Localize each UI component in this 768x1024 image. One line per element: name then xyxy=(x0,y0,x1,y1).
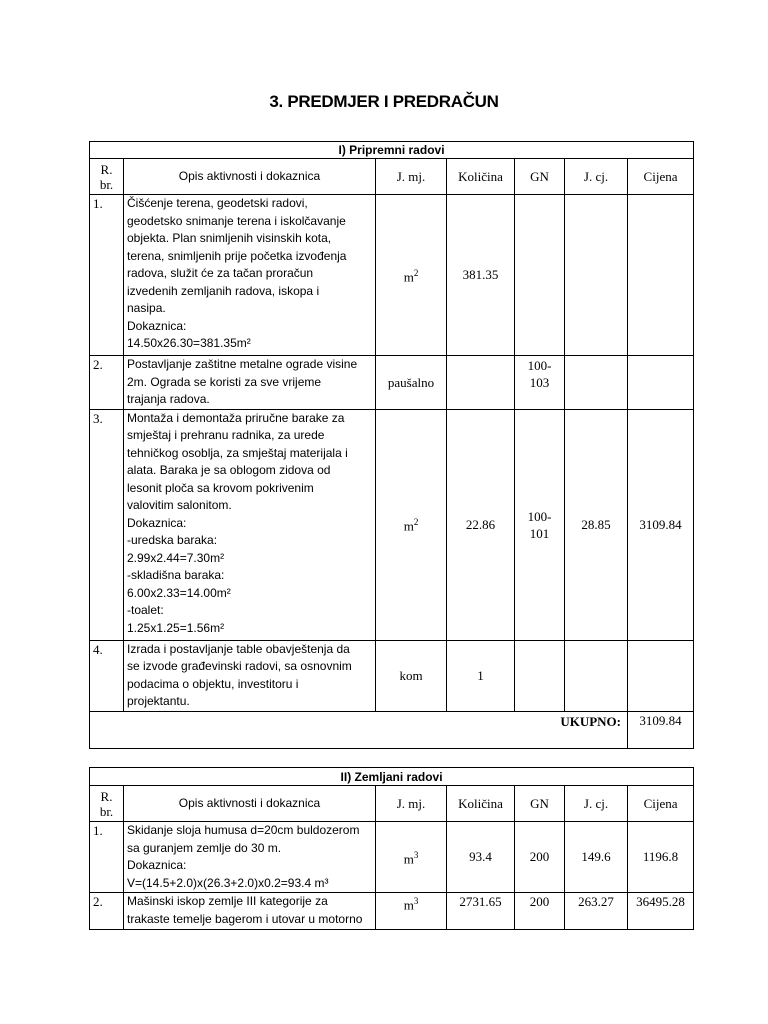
total-label: UKUPNO: xyxy=(90,711,628,748)
row-jcj: 263.27 xyxy=(565,893,628,930)
row-cijena xyxy=(628,195,694,356)
row-jcj: 149.6 xyxy=(565,822,628,893)
row-kolicina: 22.86 xyxy=(447,409,515,640)
row-number: 1. xyxy=(90,195,124,356)
total-value: 3109.84 xyxy=(628,711,694,748)
col-header-cijena: Cijena xyxy=(628,786,694,822)
col-header-opis: Opis aktivnosti i dokaznica xyxy=(124,159,376,195)
table-row xyxy=(90,195,694,356)
row-kolicina: 1 xyxy=(447,640,515,711)
col-header-kolicina: Količina xyxy=(447,159,515,195)
row-number: 1. xyxy=(90,822,124,893)
row-number: 2. xyxy=(90,893,124,930)
table-row xyxy=(90,356,694,410)
page-title: 3. PREDMJER I PREDRAČUN xyxy=(269,92,499,111)
row-jcj xyxy=(565,195,628,356)
row-gn xyxy=(515,195,565,356)
row-number: 3. xyxy=(90,409,124,640)
row-unit: $m^3$ xyxy=(376,822,447,893)
col-header-jmj: J. mj. xyxy=(376,159,447,195)
row-jcj xyxy=(565,356,628,410)
row-description: Skidanje sloja humusa d=20cm buldozerom sa guranjem zemlje do 30 m. Dokaznica: V=(14.5+2.0)x(26.3+2.0)x0.2=93.4 m³ xyxy=(124,822,376,893)
row-cijena: 3109.84 xyxy=(628,409,694,640)
row-description: Čišćenje terena, geodetski radovi, geodetsko snimanje terena i iskolčavanje objekta. Plan snimljenih visinskih kota, terena, snimljenih prije početka izvođenja radova, služit će za tačan proračun izvedenih zemljanih radova, iskopa i nasipa. Dokaznica: 14.50x26.30=381.35m² xyxy=(124,195,376,356)
row-description: Mašinski iskop zemlje III kategorije za trakaste temelje bagerom i utovar u motorno xyxy=(124,893,376,930)
section-title: I) Pripremni radovi xyxy=(90,142,694,159)
row-cijena xyxy=(628,640,694,711)
col-header-jmj: J. mj. xyxy=(376,786,447,822)
row-number: 4. xyxy=(90,640,124,711)
col-header-opis: Opis aktivnosti i dokaznica xyxy=(124,786,376,822)
row-unit: $m^2$ xyxy=(376,195,447,356)
row-unit: $m^3$ xyxy=(376,893,447,930)
row-cijena: 1196.8 xyxy=(628,822,694,893)
col-header-kolicina: Količina xyxy=(447,786,515,822)
row-unit: paušalno xyxy=(376,356,447,410)
row-unit: kom xyxy=(376,640,447,711)
col-header-rbr: R. br. xyxy=(90,786,124,822)
table-row xyxy=(90,640,694,711)
row-unit: $m^2$ xyxy=(376,409,447,640)
col-header-rbr: R. br. xyxy=(90,159,124,195)
row-gn xyxy=(515,640,565,711)
row-cijena xyxy=(628,356,694,410)
row-jcj xyxy=(565,640,628,711)
section-title: II) Zemljani radovi xyxy=(90,768,694,786)
table-zemljani-radovi xyxy=(89,767,694,930)
row-description: Izrada i postavljanje table obavještenja da se izvode građevinski radovi, sa osnovnim podacima o objektu, investitoru i projektantu. xyxy=(124,640,376,711)
row-gn: 100-103 xyxy=(515,356,565,410)
col-header-cijena: Cijena xyxy=(628,159,694,195)
row-cijena: 36495.28 xyxy=(628,893,694,930)
col-header-jcj: J. cj. xyxy=(565,786,628,822)
table-row xyxy=(90,822,694,893)
row-description: Postavljanje zaštitne metalne ograde visine 2m. Ograda se koristi za sve vrijeme trajanja radova. xyxy=(124,356,376,410)
row-kolicina: 93.4 xyxy=(447,822,515,893)
table-row xyxy=(90,409,694,640)
col-header-gn: GN xyxy=(515,159,565,195)
row-kolicina: 381.35 xyxy=(447,195,515,356)
row-description: Montaža i demontaža priručne barake za smještaj i prehranu radnika, za urede tehničkog osoblja, za smještaj materijala i alata. Baraka je sa oblogom zidova od lesonit ploča sa krovom pokrivenim valovitim salonitom. Dokaznica: -uredska baraka: 2.99x2.44=7.30m² -skladišna baraka: 6.00x2.33=14.00m² -toalet: 1.25x1.25=1.56m² xyxy=(124,409,376,640)
col-header-jcj: J. cj. xyxy=(565,159,628,195)
table-row xyxy=(90,893,694,930)
row-kolicina xyxy=(447,356,515,410)
col-header-gn: GN xyxy=(515,786,565,822)
row-gn: 200 xyxy=(515,893,565,930)
row-jcj: 28.85 xyxy=(565,409,628,640)
row-gn: 100-101 xyxy=(515,409,565,640)
total-row xyxy=(90,711,694,748)
row-gn: 200 xyxy=(515,822,565,893)
row-kolicina: 2731.65 xyxy=(447,893,515,930)
row-number: 2. xyxy=(90,356,124,410)
table-pripremni-radovi xyxy=(89,141,694,749)
